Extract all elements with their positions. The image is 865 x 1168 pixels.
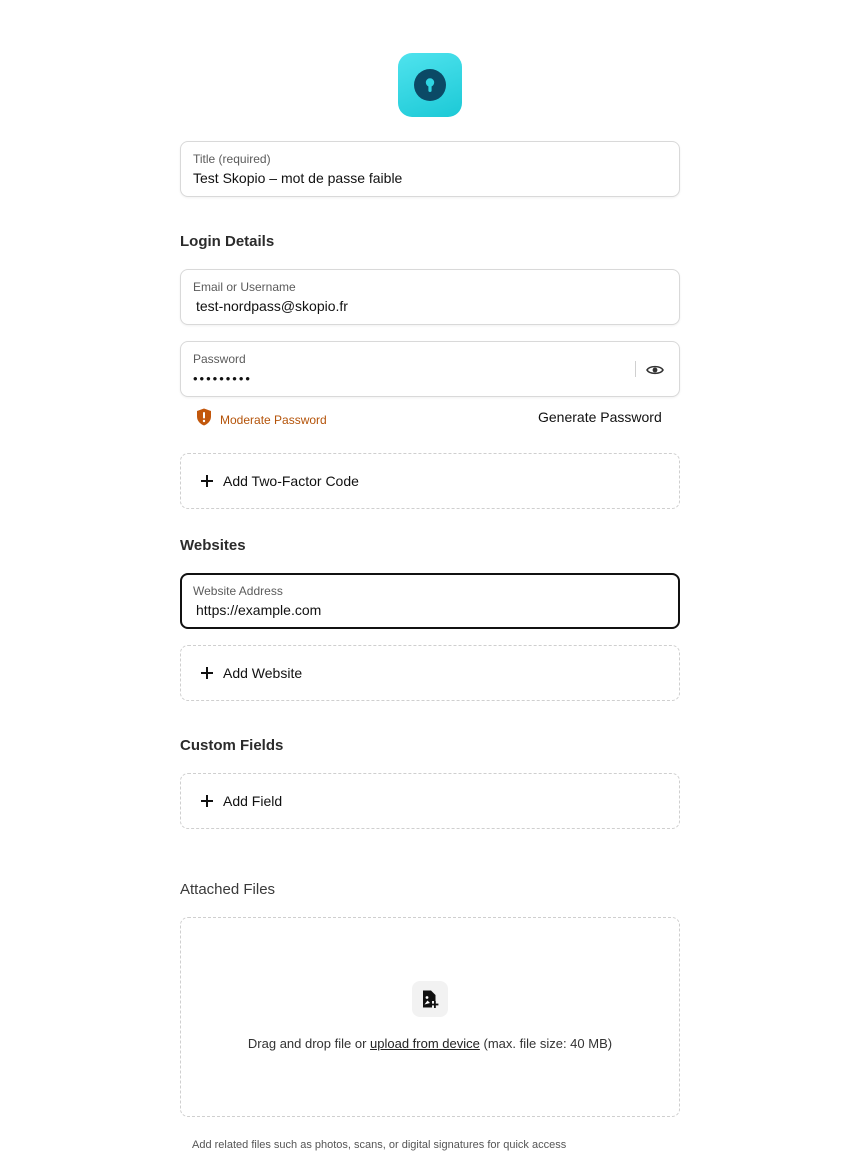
- add-field-button[interactable]: [180, 773, 680, 829]
- attached-files-heading: Attached Files: [180, 881, 276, 898]
- website-address-field[interactable]: [180, 573, 680, 629]
- custom-fields-heading: Custom Fields: [180, 737, 284, 754]
- email-field-label: Email or Username: [193, 280, 296, 294]
- add-website-button[interactable]: [180, 645, 680, 701]
- shield-alert-icon: [196, 408, 212, 431]
- password-field[interactable]: [180, 341, 680, 397]
- add-field-label: Add Field: [223, 793, 283, 809]
- password-input[interactable]: •••••••••: [193, 371, 252, 386]
- drop-instructions: [181, 1036, 679, 1051]
- website-address-label: Website Address: [193, 584, 283, 598]
- drop-suffix: (max. file size: 40 MB): [479, 1036, 613, 1051]
- add-two-factor-label: Add Two-Factor Code: [223, 473, 359, 489]
- strength-label: Moderate Password: [220, 412, 327, 427]
- eye-icon[interactable]: [645, 360, 665, 380]
- generate-password-button[interactable]: Generate Password: [538, 409, 662, 425]
- add-website-label: Add Website: [223, 665, 303, 681]
- drop-prefix: Drag and drop file or: [247, 1036, 371, 1051]
- password-strength: [196, 408, 327, 431]
- file-add-icon: [412, 981, 448, 1017]
- websites-heading: Websites: [180, 537, 246, 554]
- email-field[interactable]: [180, 269, 680, 325]
- plus-icon: [201, 475, 213, 487]
- password-field-label: Password: [193, 352, 246, 366]
- file-drop-zone[interactable]: [180, 917, 680, 1117]
- login-details-heading: Login Details: [180, 233, 275, 250]
- upload-from-device-link[interactable]: upload from device: [370, 1036, 480, 1051]
- website-address-input[interactable]: [196, 602, 616, 618]
- plus-icon: [201, 795, 213, 807]
- email-input[interactable]: [196, 298, 616, 314]
- plus-icon: [201, 667, 213, 679]
- keyhole-icon: [398, 53, 462, 117]
- title-field[interactable]: [180, 141, 680, 197]
- password-divider: [635, 361, 636, 377]
- add-two-factor-button[interactable]: [180, 453, 680, 509]
- title-field-label: Title (required): [193, 152, 271, 166]
- attachments-hint: Add related files such as photos, scans, or digital signatures for quick access: [192, 1139, 567, 1151]
- title-input[interactable]: [193, 170, 613, 186]
